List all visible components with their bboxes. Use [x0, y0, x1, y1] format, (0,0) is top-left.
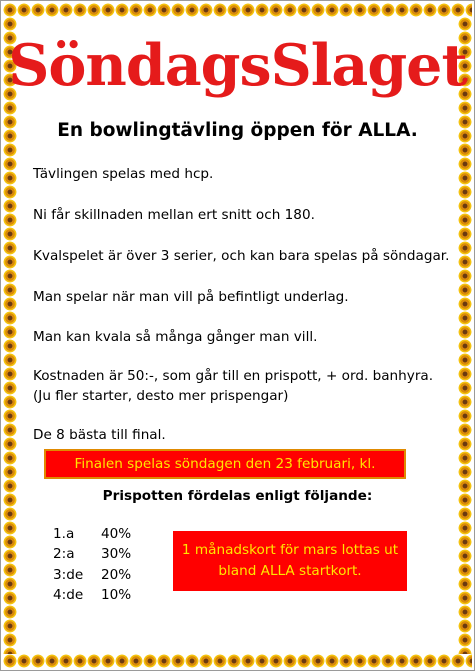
poster-title: SöndagsSlaget	[8, 32, 467, 99]
poster-subtitle: En bowlingtävling öppen för ALLA.	[57, 120, 418, 141]
rule-play-when: Man spelar när man vill på befintligt underlag.	[33, 289, 349, 305]
monthly-card-line-2: bland ALLA startkort.	[218, 563, 362, 579]
prize-share: 20%	[101, 567, 132, 583]
sunflower-border-bottom	[3, 654, 472, 668]
prize-place: 4:de	[53, 587, 84, 603]
rule-qualify-times: Man kan kvala så många gånger man vill.	[33, 329, 318, 345]
prize-place: 2:a	[53, 546, 75, 562]
monthly-card-box	[173, 531, 407, 591]
sunflower-border-top	[3, 3, 472, 17]
prize-place: 1.a	[53, 526, 75, 542]
prize-row	[53, 546, 131, 562]
sunflower-border-left	[3, 17, 17, 654]
prize-share: 30%	[101, 546, 132, 562]
prize-row	[53, 567, 131, 583]
rule-hcp: Tävlingen spelas med hcp.	[33, 166, 214, 182]
rule-cost-note: (Ju fler starter, desto mer prispengar)	[33, 388, 289, 404]
prize-heading: Prispotten fördelas enligt följande:	[102, 488, 373, 504]
rule-qualification: Kvalspelet är över 3 serier, och kan bara spelas på söndagar.	[33, 248, 450, 264]
monthly-card-line-1: 1 månadskort för mars lottas ut	[181, 542, 399, 558]
prize-share: 40%	[101, 526, 132, 542]
prize-row	[53, 526, 131, 542]
rule-final: De 8 bästa till final.	[33, 427, 166, 443]
prize-share: 10%	[101, 587, 132, 603]
prize-place: 3:de	[53, 567, 84, 583]
sunflower-border-right	[458, 17, 472, 654]
final-date-banner: Finalen spelas söndagen den 23 februari, kl.	[44, 449, 406, 479]
rule-difference: Ni får skillnaden mellan ert snitt och 180.	[33, 207, 315, 223]
prize-row	[53, 587, 131, 603]
rule-cost: Kostnaden är 50:-, som går till en prispott, + ord. banhyra.	[33, 368, 434, 384]
